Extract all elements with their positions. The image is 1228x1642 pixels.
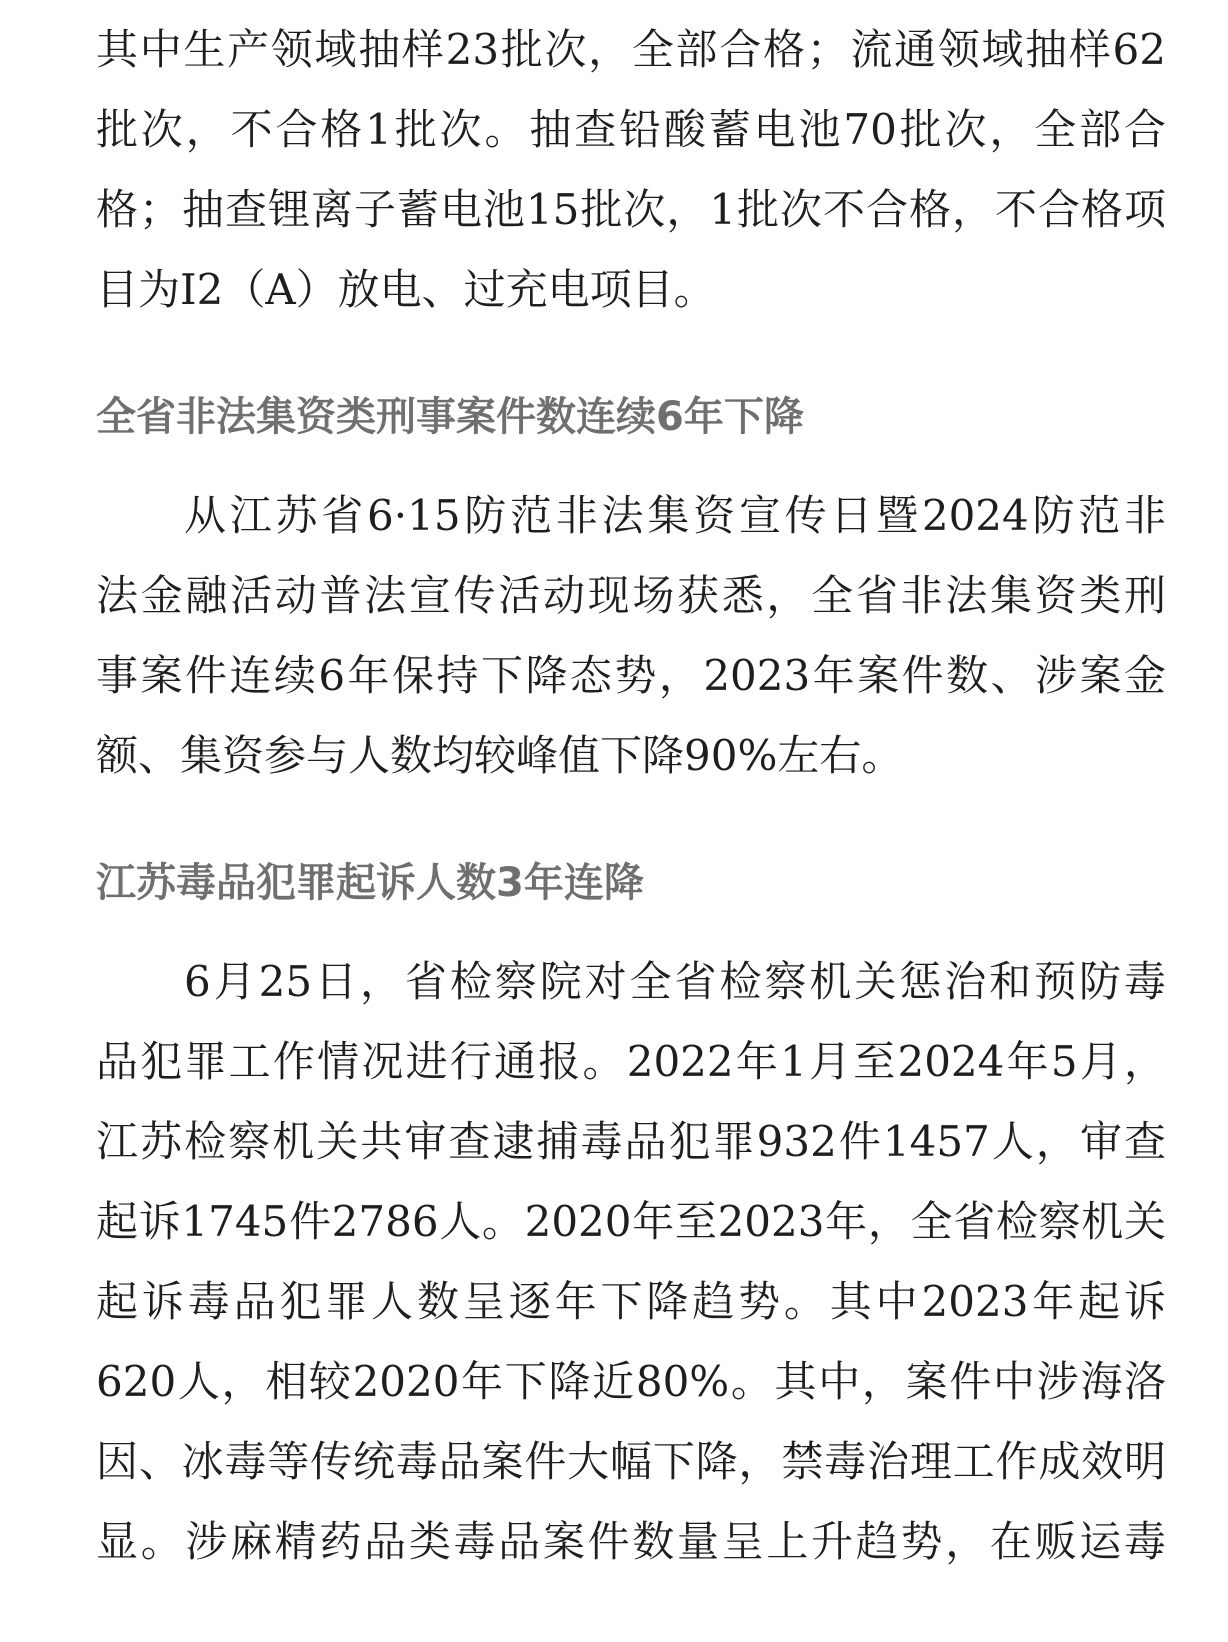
paragraph-line: 批次，不合格1批次。抽查铅酸蓄电池70批次，全部合 <box>96 105 1166 154</box>
section-heading: 全省非法集资类刑事案件数连续6年下降 <box>96 394 804 440</box>
paragraph-line: 额、集资参与人数均较峰值下降90%左右。 <box>96 731 904 780</box>
paragraph-line: 起诉毒品犯罪人数呈逐年下降趋势。其中2023年起诉 <box>96 1277 1166 1326</box>
paragraph-line: 事案件连续6年保持下降态势，2023年案件数、涉案金 <box>96 651 1166 700</box>
paragraph-line: 格；抽查锂离子蓄电池15批次，1批次不合格，不合格项 <box>96 185 1166 234</box>
paragraph-line: 其中生产领域抽样23批次，全部合格；流通领域抽样62 <box>96 25 1166 74</box>
section-heading: 江苏毒品犯罪起诉人数3年连降 <box>96 860 644 906</box>
paragraph-line: 目为I2（A）放电、过充电项目。 <box>96 265 716 314</box>
paragraph-line: 显。涉麻精药品类毒品案件数量呈上升趋势，在贩运毒 <box>96 1517 1166 1566</box>
paragraph-line: 因、冰毒等传统毒品案件大幅下降，禁毒治理工作成效明 <box>96 1437 1166 1486</box>
paragraph-line: 从江苏省6·15防范非法集资宣传日暨2024防范非 <box>184 491 1166 540</box>
paragraph-line: 620人，相较2020年下降近80%。其中，案件中涉海洛 <box>96 1357 1166 1406</box>
paragraph-line: 江苏检察机关共审查逮捕毒品犯罪932件1457人，审查 <box>96 1117 1166 1166</box>
paragraph-line: 品犯罪工作情况进行通报。2022年1月至2024年5月， <box>96 1037 1166 1086</box>
paragraph-line: 起诉1745件2786人。2020年至2023年，全省检察机关 <box>96 1197 1166 1246</box>
paragraph-line: 法金融活动普法宣传活动现场获悉，全省非法集资类刑 <box>96 571 1166 620</box>
paragraph-line: 6月25日，省检察院对全省检察机关惩治和预防毒 <box>184 957 1166 1006</box>
